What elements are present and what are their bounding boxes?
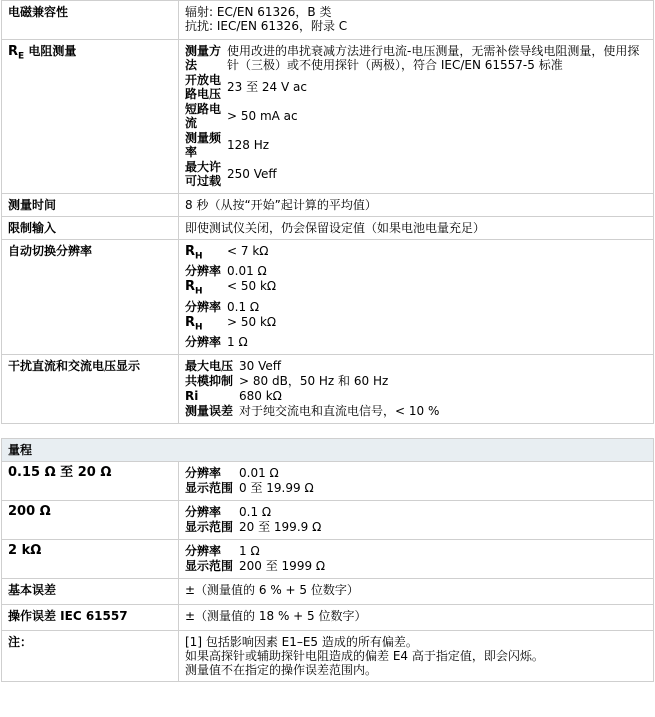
note-line3: 测量值不在指定的操作误差范围内。 <box>185 663 378 678</box>
row-basic-error: 基本误差 ±（测量值的 6 % + 5 位数字） <box>2 579 654 605</box>
range-row-0: 0.15 Ω 至 20 Ω 分辨率 0.01 Ω 显示范围 0 至 19.99 Ω <box>2 462 654 501</box>
emc-line1: 辐射: EC/EN 61326，B 类 <box>185 5 332 19</box>
row-interference: 干扰直流和交流电压显示 最大电压 30 Veff 共模抑制 > 80 dB，50 Hz 和 60 Hz Ri 680 kΩ 测量误差 对于纯交流电和直流电信号，< 10 % <box>2 355 654 424</box>
emc-label: 电磁兼容性 <box>2 1 179 40</box>
range-row-2: 2 kΩ 分辨率 1 Ω 显示范围 200 至 1999 Ω <box>2 540 654 579</box>
note-line2: 如果高探针或辅助探针电阻造成的偏差 E4 高于指定值，即会闪烁。 <box>185 649 544 664</box>
re-row-voltage: 开放电 路电压 23 至 24 V ac <box>185 73 307 101</box>
note-line1: [1] 包括影响因素 E1–E5 造成的所有偏差。 <box>185 635 418 650</box>
re-label: $R_E$ 电阻测量 <box>2 40 179 194</box>
auto-params: $R_H$ < 7 kΩ 分辨率 0.01 Ω $R_H$ < 50 kΩ 分辨率 0.1 Ω $R_H$ > 50 kΩ 分辨率 1 Ω <box>185 244 277 350</box>
range-row-1: 200 Ω 分辨率 0.1 Ω 显示范围 20 至 199.9 Ω <box>2 501 654 540</box>
re-row-current: 短路电 流 > 50 mA ac <box>185 102 298 130</box>
row-auto: 自动切换分辨率 $R_H$ < 7 kΩ 分辨率 0.01 Ω $R_H$ < 50 kΩ 分辨率 0.1 Ω $R_H$ > 50 kΩ 分辨率 1 Ω <box>2 240 654 355</box>
row-operating-error: 操作误差 IEC 61557 ±（测量值的 18 % + 5 位数字） <box>2 605 654 631</box>
row-re <box>2 40 654 194</box>
row-limit: 限制输入 即使测试仪关闭，仍会保留设定值（如果电池电量充足） <box>2 217 654 240</box>
re-row-method: 测量方 法 使用改进的串扰衰减方法进行电流-电压测量，无需补偿导线电阻测量，使用探针（三极）或不使用探针（两极），符合 IEC/EN 61557-5 标准 <box>185 44 640 72</box>
re-row-overload: 最大许 可过载 250 Veff <box>185 160 277 188</box>
re-params <box>185 44 647 189</box>
row-mtime: 测量时间 8 秒（从按“开始”起计算的平均值） <box>2 194 654 217</box>
range-header-row <box>2 439 654 462</box>
emc-line2: 抗扰: IEC/EN 61326，附录 C <box>185 19 348 33</box>
spacer-row <box>2 424 654 439</box>
range-header: 量程 <box>2 439 654 462</box>
row-note: 注： [1] 包括影响因素 E1–E5 造成的所有偏差。 如果高探针或辅助探针电阻造成的偏差 E4 高于指定值，即会闪烁。 测量值不在指定的操作误差范围内。 <box>2 631 654 682</box>
interference-params: 最大电压 30 Veff 共模抑制 > 80 dB，50 Hz 和 60 Hz Ri 680 kΩ 测量误差 对于纯交流电和直流电信号，< 10 % <box>185 359 440 419</box>
spec-table <box>1 0 654 682</box>
row-emc <box>2 1 654 40</box>
re-row-frequency: 测量频 率 128 Hz <box>185 131 270 159</box>
